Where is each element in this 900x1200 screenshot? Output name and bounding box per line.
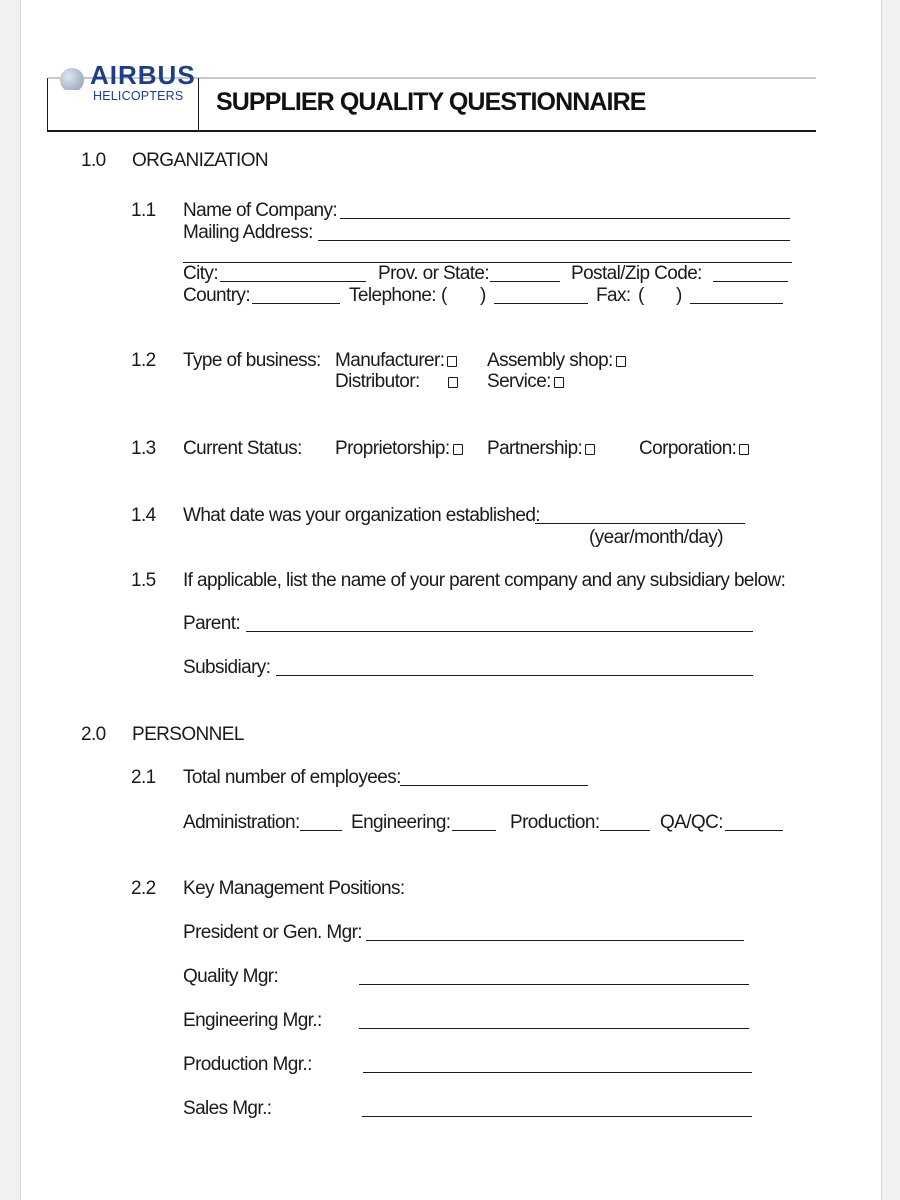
fax-paren-open: (: [638, 285, 644, 306]
key-positions-label: Key Management Positions:: [183, 878, 405, 899]
production-mgr-label: Production Mgr.:: [183, 1054, 312, 1075]
parent-field[interactable]: [246, 631, 753, 632]
proprietorship-checkbox[interactable]: [453, 444, 463, 455]
company-logo: [58, 60, 198, 90]
manufacturer-checkbox[interactable]: [447, 356, 457, 367]
option-proprietorship: [335, 438, 463, 460]
fax-label: Fax:: [596, 285, 631, 306]
engineering-mgr-field[interactable]: [359, 1028, 749, 1029]
established-date-label: What date was your organization established:: [183, 505, 540, 526]
telephone-label: Telephone:: [349, 285, 436, 306]
sales-mgr-field[interactable]: [362, 1116, 752, 1117]
prov-state-label: Prov. or State:: [378, 263, 490, 284]
partnership-checkbox[interactable]: [585, 444, 595, 455]
section-number: 2.0: [81, 724, 106, 745]
production-label: Production:: [510, 812, 600, 833]
question-number: 1.1: [131, 200, 156, 221]
logo-subtitle: HELICOPTERS: [93, 89, 184, 103]
qaqc-field[interactable]: [725, 830, 783, 831]
header-left-border: [47, 78, 48, 131]
country-field[interactable]: [252, 303, 340, 304]
question-number: 2.2: [131, 878, 156, 899]
service-checkbox[interactable]: [554, 377, 564, 388]
section-heading: ORGANIZATION: [132, 150, 269, 171]
subsidiary-field[interactable]: [276, 675, 753, 676]
question-number: 1.4: [131, 505, 156, 526]
question-number: 1.3: [131, 438, 156, 459]
page-title: SUPPLIER QUALITY QUESTIONNAIRE: [216, 88, 646, 116]
prov-state-field[interactable]: [490, 281, 560, 282]
fax-paren-close: ): [676, 285, 682, 306]
sales-mgr-label: Sales Mgr.:: [183, 1098, 272, 1119]
city-label: City:: [183, 263, 219, 284]
option-label: Partnership:: [487, 438, 583, 459]
option-assembly-shop: [487, 350, 626, 372]
option-partnership: [487, 438, 595, 460]
option-label: Proprietorship:: [335, 438, 450, 459]
logo-brand: AIRBUS: [90, 60, 196, 90]
option-service: [487, 371, 564, 393]
header-bottom-rule: [47, 130, 816, 132]
engineering-mgr-label: Engineering Mgr.:: [183, 1010, 322, 1031]
telephone-paren-close: ): [480, 285, 486, 306]
postal-code-field[interactable]: [713, 281, 788, 282]
company-name-label: Name of Company:: [183, 200, 338, 221]
country-label: Country:: [183, 285, 251, 306]
header-divider: [198, 78, 199, 131]
engineering-field[interactable]: [452, 830, 496, 831]
subsidiary-label: Subsidiary:: [183, 657, 271, 678]
option-label: Manufacturer:: [335, 350, 445, 371]
question-number: 1.2: [131, 350, 156, 371]
corporation-checkbox[interactable]: [739, 444, 749, 455]
production-field[interactable]: [600, 830, 650, 831]
quality-mgr-field[interactable]: [359, 984, 749, 985]
logo-emblem-icon: [60, 68, 84, 90]
document-page: [20, 0, 882, 1200]
mailing-address-label: Mailing Address:: [183, 222, 313, 243]
option-label: Corporation:: [639, 438, 737, 459]
telephone-paren-open: (: [441, 285, 447, 306]
assembly-shop-checkbox[interactable]: [616, 356, 626, 367]
administration-field[interactable]: [300, 830, 342, 831]
question-number: 2.1: [131, 767, 156, 788]
total-employees-label: Total number of employees:: [183, 767, 401, 788]
president-label: President or Gen. Mgr:: [183, 922, 362, 943]
president-field[interactable]: [366, 940, 744, 941]
telephone-field[interactable]: [494, 303, 588, 304]
section-number: 1.0: [81, 150, 106, 171]
engineering-label: Engineering:: [351, 812, 451, 833]
established-date-field[interactable]: [535, 523, 745, 524]
total-employees-field[interactable]: [400, 785, 588, 786]
parent-label: Parent:: [183, 613, 241, 634]
current-status-label: Current Status:: [183, 438, 302, 459]
option-manufacturer: [335, 350, 457, 372]
fax-field[interactable]: [690, 303, 783, 304]
city-field[interactable]: [220, 281, 366, 282]
qaqc-label: QA/QC:: [660, 812, 723, 833]
production-mgr-field[interactable]: [363, 1072, 752, 1073]
option-corporation: [639, 438, 749, 460]
option-label: Assembly shop:: [487, 350, 613, 371]
administration-label: Administration:: [183, 812, 300, 833]
business-type-label: Type of business:: [183, 350, 321, 371]
quality-mgr-label: Quality Mgr:: [183, 966, 279, 987]
distributor-checkbox[interactable]: [448, 377, 458, 388]
question-number: 1.5: [131, 570, 156, 591]
date-format-hint: (year/month/day): [589, 527, 724, 548]
postal-code-label: Postal/Zip Code:: [571, 263, 702, 284]
option-label: Service:: [487, 371, 551, 392]
company-name-field[interactable]: [340, 218, 790, 219]
distributor-label: Distributor:: [335, 371, 420, 392]
mailing-address-field[interactable]: [318, 240, 790, 241]
parent-subsidiary-label: If applicable, list the name of your parent company and any subsidiary below:: [183, 570, 786, 591]
section-heading: PERSONNEL: [132, 724, 244, 745]
